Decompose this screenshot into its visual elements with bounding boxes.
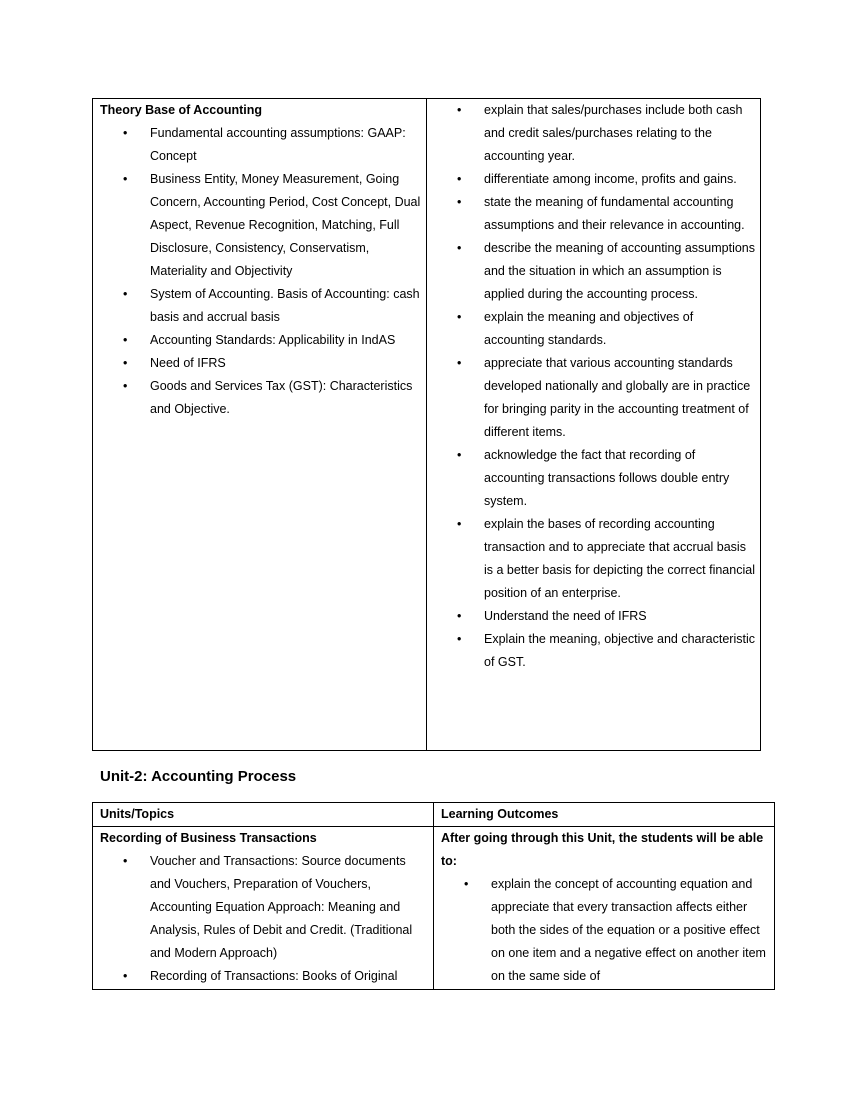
units-topics-cell xyxy=(93,827,434,990)
topics-list xyxy=(93,850,433,988)
list-item: • acknowledge the fact that recording of accounting transactions follows double entry system. xyxy=(427,444,760,513)
list-item: • describe the meaning of accounting assumptions and the situation in which an assumption is applied during the accounting process. xyxy=(427,237,760,306)
list-item: • Need of IFRS xyxy=(93,352,426,375)
list-item: • Accounting Standards: Applicability in IndAS xyxy=(93,329,426,352)
outcomes-list xyxy=(427,99,760,674)
list-item: • explain the bases of recording accounting transaction and to appreciate that accrual basis is a better basis for depicting the correct financial position of an enterprise. xyxy=(427,513,760,605)
list-item: • Business Entity, Money Measurement, Going Concern, Accounting Period, Cost Concept, Dual Aspect, Revenue Recognition, Matching, Full Disclosure, Consistency, Conservatism, Materiality and Objectivity xyxy=(93,168,426,283)
theory-base-table xyxy=(92,98,761,751)
unit-heading: Unit-2: Accounting Process xyxy=(100,768,297,785)
list-item: • appreciate that various accounting standards developed nationally and globally are in practice for bringing parity in the accounting treatment of different items. xyxy=(427,352,760,444)
list-item: • Voucher and Transactions: Source documents and Vouchers, Preparation of Vouchers, Accounting Equation Approach: Meaning and Analysis, Rules of Debit and Credit. (Traditional and Modern Approach) xyxy=(93,850,433,965)
list-item: • Explain the meaning, objective and characteristic of GST. xyxy=(427,628,760,674)
topics-list xyxy=(93,122,426,421)
list-item: • explain the concept of accounting equation and appreciate that every transaction affects either both the sides of the equation or a positive effect on one item and a negative effect on another item on the same side of xyxy=(434,873,774,988)
list-item: • Fundamental accounting assumptions: GAAP: Concept xyxy=(93,122,426,168)
outcomes-list xyxy=(434,873,774,988)
list-item: • Goods and Services Tax (GST): Characteristics and Objective. xyxy=(93,375,426,421)
topic-title: Recording of Business Transactions xyxy=(100,831,317,845)
list-item: • Recording of Transactions: Books of Original xyxy=(93,965,433,988)
list-item: • System of Accounting. Basis of Accounting: cash basis and accrual basis xyxy=(93,283,426,329)
list-item: • differentiate among income, profits and gains. xyxy=(427,168,760,191)
column-header-outcomes: Learning Outcomes xyxy=(434,803,775,827)
outcomes-intro: After going through this Unit, the students will be able to: xyxy=(441,831,764,868)
list-item: • explain the meaning and objectives of accounting standards. xyxy=(427,306,760,352)
column-header-units: Units/Topics xyxy=(93,803,434,827)
list-item: • Understand the need of IFRS xyxy=(427,605,760,628)
learning-outcomes-cell xyxy=(434,827,775,990)
units-topics-cell xyxy=(93,99,427,751)
topic-title: Theory Base of Accounting xyxy=(100,103,263,117)
accounting-process-table xyxy=(92,802,775,990)
list-item: • state the meaning of fundamental accounting assumptions and their relevance in accounting. xyxy=(427,191,760,237)
list-item: • explain that sales/purchases include both cash and credit sales/purchases relating to the accounting year. xyxy=(427,99,760,168)
learning-outcomes-cell xyxy=(427,99,761,751)
